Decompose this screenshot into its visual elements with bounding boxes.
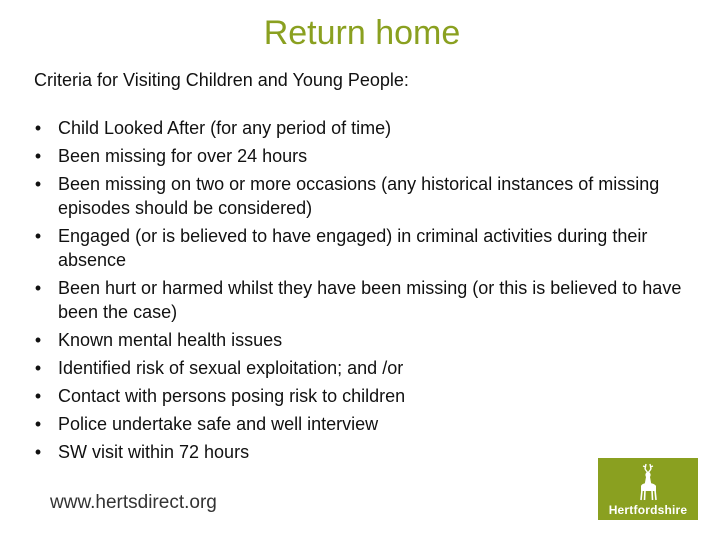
- hertfordshire-logo: [598, 458, 698, 520]
- list-item: [28, 356, 698, 380]
- bullet-icon: •: [34, 330, 42, 350]
- list-item: [28, 116, 698, 140]
- website-url[interactable]: www.hertsdirect.org: [50, 492, 217, 513]
- bullet-icon: •: [34, 414, 42, 434]
- bullet-icon: •: [34, 278, 42, 298]
- list-item-text: Identified risk of sexual exploitation; and /or: [58, 358, 404, 378]
- bullet-icon: •: [34, 174, 42, 194]
- bullet-icon: •: [34, 442, 42, 462]
- slide-title: [0, 14, 720, 53]
- bullet-icon: •: [34, 146, 42, 166]
- list-item: [28, 276, 698, 324]
- list-item-text: Engaged (or is believed to have engaged) in criminal activities during their absence: [58, 226, 648, 270]
- slide-title-text: Return home: [263, 14, 461, 52]
- criteria-list: [28, 116, 698, 468]
- list-item: [28, 412, 698, 436]
- list-item-text: Known mental health issues: [58, 330, 283, 350]
- list-item-text: SW visit within 72 hours: [58, 442, 250, 462]
- list-item: [28, 328, 698, 352]
- list-item-text: Been missing for over 24 hours: [58, 146, 308, 166]
- logo-text: Hertfordshire: [608, 503, 688, 517]
- list-item: [28, 172, 698, 220]
- list-item: [28, 224, 698, 272]
- list-item: [28, 144, 698, 168]
- list-item-text: Child Looked After (for any period of time): [58, 118, 392, 138]
- bullet-icon: •: [34, 118, 42, 138]
- list-item-text: Police undertake safe and well interview: [58, 414, 379, 434]
- list-item-text: Contact with persons posing risk to children: [58, 386, 406, 406]
- slide-subtitle: Criteria for Visiting Children and Young People:: [34, 70, 409, 90]
- list-item: [28, 384, 698, 408]
- bullet-icon: •: [34, 358, 42, 378]
- list-item-text: Been hurt or harmed whilst they have been missing (or this is believed to have been the case): [58, 278, 682, 322]
- list-item-text: Been missing on two or more occasions (any historical instances of missing episodes should be considered): [58, 174, 660, 218]
- stag-icon: [632, 462, 664, 502]
- bullet-icon: •: [34, 226, 42, 246]
- bullet-icon: •: [34, 386, 42, 406]
